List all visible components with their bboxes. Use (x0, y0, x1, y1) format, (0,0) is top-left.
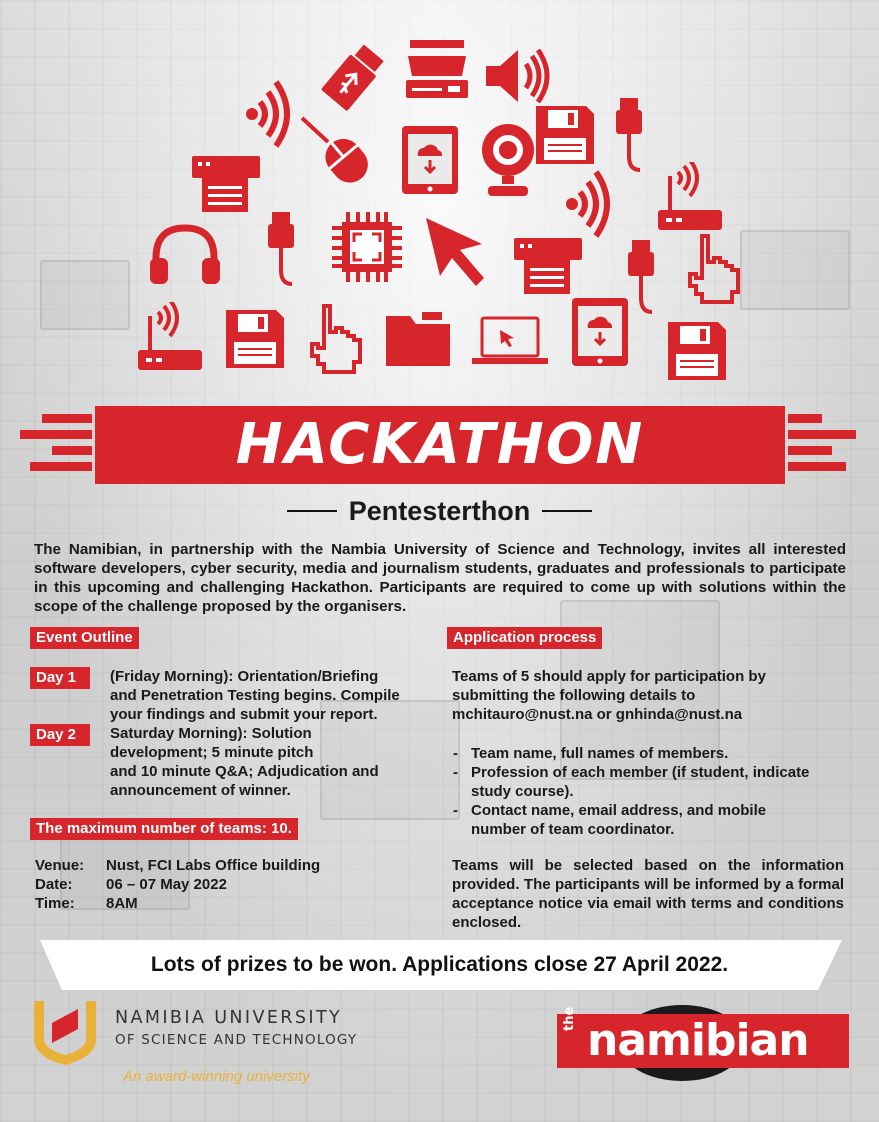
day-2-text (110, 724, 379, 800)
the-namibian-logo (557, 1003, 849, 1083)
nust-logo (30, 995, 410, 1095)
requirements-list (447, 744, 847, 839)
day-1-text (110, 667, 400, 724)
headphones-icon (148, 222, 222, 286)
tablet-cloud-icon (400, 124, 460, 196)
day-1-line: your findings and submit your report. (110, 706, 378, 723)
usb-cable-icon (262, 210, 302, 290)
banner-stripe (788, 462, 846, 471)
nust-tagline: An award-winning university (123, 1068, 310, 1085)
usb-drive-icon (318, 44, 390, 112)
day-2-label: Day 2 (30, 724, 90, 746)
list-item-line: number of team coordinator. (471, 821, 675, 838)
contact-emails: mchitauro@nust.na or gnhinda@nust.na (452, 706, 743, 723)
nust-shield-icon (30, 995, 100, 1067)
list-item-line: Contact name, email address, and mobile (471, 802, 767, 819)
application-column (447, 627, 847, 932)
subtitle-row (0, 493, 879, 529)
mouse-icon (298, 116, 378, 188)
venue-label: Venue: (35, 857, 85, 874)
laptop-icon (470, 316, 550, 368)
nust-name-line1: NAMIBIA UNIVERSITY (115, 1008, 343, 1028)
day-1-row (30, 667, 430, 724)
printer-icon (190, 154, 262, 214)
date-label: Date: (35, 876, 73, 893)
speaker-icon (484, 46, 550, 106)
time-label: Time: (35, 895, 75, 912)
banner-stripe (20, 430, 92, 439)
day-2-line: announcement of winner. (110, 782, 291, 799)
day-2-line: development; 5 minute pitch (110, 744, 314, 761)
scanner-icon (404, 36, 470, 102)
pointing-hand-icon (306, 302, 368, 378)
webcam-icon (478, 120, 538, 198)
floppy-disk-icon (534, 104, 596, 166)
floppy-disk-icon (666, 320, 728, 382)
list-item: - Profession of each member (if student, indicate study course). (453, 764, 810, 800)
router-icon (136, 302, 204, 372)
banner-stripe (788, 446, 832, 455)
hackathon-title: HACKATHON (235, 412, 645, 477)
banner-stripe (788, 430, 856, 439)
application-intro-line: submitting the following details to (452, 687, 696, 704)
router-icon (656, 162, 724, 232)
banner-stripe (42, 414, 92, 423)
intro-paragraph: The Namibian, in partnership with the Nambia University of Science and Technology, invites all interested software developers, cyber security, media and journalism students, graduates and professionals to participate in this upcoming and challenging Hackathon. Participants are required to come up with solutions within the scope of the challenge proposed by the organisers. (34, 541, 846, 615)
application-intro-line: Teams of 5 should apply for participation by (452, 668, 766, 685)
day-2-row (30, 724, 430, 800)
bg-circuit-chip (40, 260, 130, 330)
banner-stripe (30, 462, 92, 471)
cursor-arrow-icon (422, 214, 492, 288)
wifi-signal-icon (238, 76, 292, 148)
list-item: - Team name, full names of members. (453, 745, 729, 762)
max-teams-heading: The maximum number of teams: 10. (30, 818, 298, 840)
nust-name-line2: OF SCIENCE AND TECHNOLOGY (115, 1032, 358, 1048)
day-1-label: Day 1 (30, 667, 90, 689)
application-heading: Application process (447, 627, 602, 649)
namibian-the: the (562, 1006, 577, 1031)
list-item-line: Team name, full names of members. (471, 745, 729, 762)
wifi-signal-icon (562, 168, 616, 240)
day-1-line: (Friday Morning): Orientation/Briefing (110, 668, 379, 685)
hackathon-banner (0, 400, 879, 490)
bg-circuit-chip (740, 230, 850, 310)
prize-band (0, 940, 879, 990)
list-item: - Contact name, email address, and mobile number of team coordinator. (453, 802, 767, 838)
time-row (30, 894, 430, 913)
folder-icon (384, 310, 452, 368)
subtitle-rule-left (287, 510, 337, 512)
subtitle: Pentesterthon (348, 495, 531, 526)
day-2-line: and 10 minute Q&A; Adjudication and (110, 763, 379, 780)
application-intro (447, 667, 847, 724)
date-value: 06 – 07 May 2022 (106, 876, 227, 893)
tablet-cloud-icon (570, 296, 630, 368)
subtitle-rule-right (542, 510, 592, 512)
namibian-wordmark: namibian (587, 1015, 809, 1066)
banner-stripe (788, 414, 822, 423)
pointing-hand-icon (684, 232, 746, 308)
list-item-line: study course). (471, 783, 574, 800)
time-value: 8AM (106, 895, 138, 912)
event-outline-column (30, 627, 430, 913)
date-row (30, 875, 430, 894)
day-2-line: Saturday Morning): Solution (110, 725, 312, 742)
floppy-disk-icon (224, 308, 286, 370)
processor-chip-icon (330, 210, 404, 284)
day-1-line: and Penetration Testing begins. Compile (110, 687, 400, 704)
venue-row (30, 856, 430, 875)
selection-paragraph: Teams will be selected based on the information provided. The participants will be informed by a formal acceptance notice via email with terms and conditions enclosed. (452, 857, 844, 931)
banner-stripe (52, 446, 92, 455)
list-item-line: Profession of each member (if student, indicate (471, 764, 810, 781)
event-outline-heading: Event Outline (30, 627, 139, 649)
usb-cable-icon (610, 96, 650, 176)
prize-announcement: Lots of prizes to be won. Applications close 27 April 2022. (150, 953, 729, 976)
printer-icon (512, 236, 584, 296)
venue-value: Nust, FCI Labs Office building (106, 857, 321, 874)
